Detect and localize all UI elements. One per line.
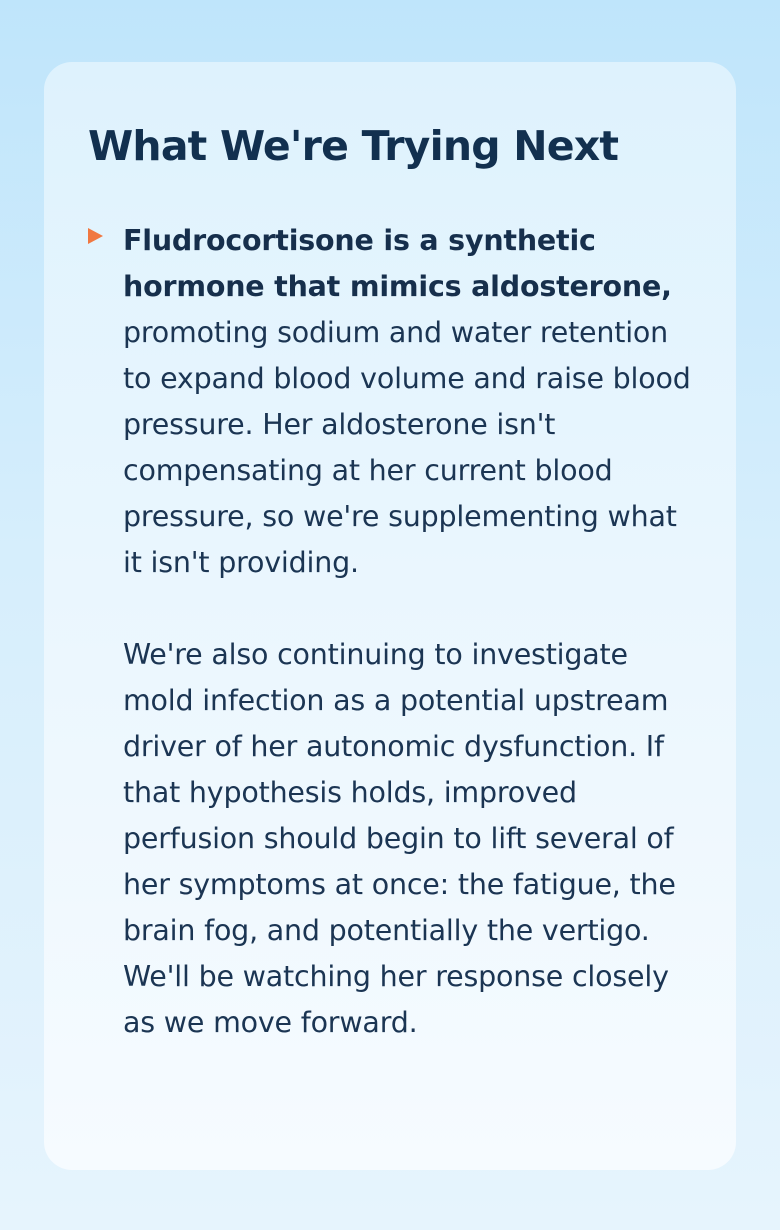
section-title: What We're Trying Next	[88, 122, 619, 170]
item-paragraph-1	[123, 218, 696, 586]
item-lead-text: promoting sodium and water retention to expand blood volume and raise blood pressure. Her aldosterone isn't compensating at her current blood pressure, so we're supplementing what it isn't providing.	[123, 316, 691, 579]
info-card	[44, 62, 736, 1170]
list-item	[88, 218, 696, 1046]
item-paragraph-2: We're also continuing to investigate mold infection as a potential upstream driver of her autonomic dysfunction. If that hypothesis holds, improved perfusion should begin to lift several of her symptoms at once: the fatigue, the brain fog, and potentially the vertigo. We'll be watching her response closely as we move forward.	[123, 638, 676, 1039]
triangle-right-icon	[88, 228, 103, 244]
item-lead-bold: Fludrocortisone is a synthetic hormone that mimics aldosterone,	[123, 224, 672, 303]
